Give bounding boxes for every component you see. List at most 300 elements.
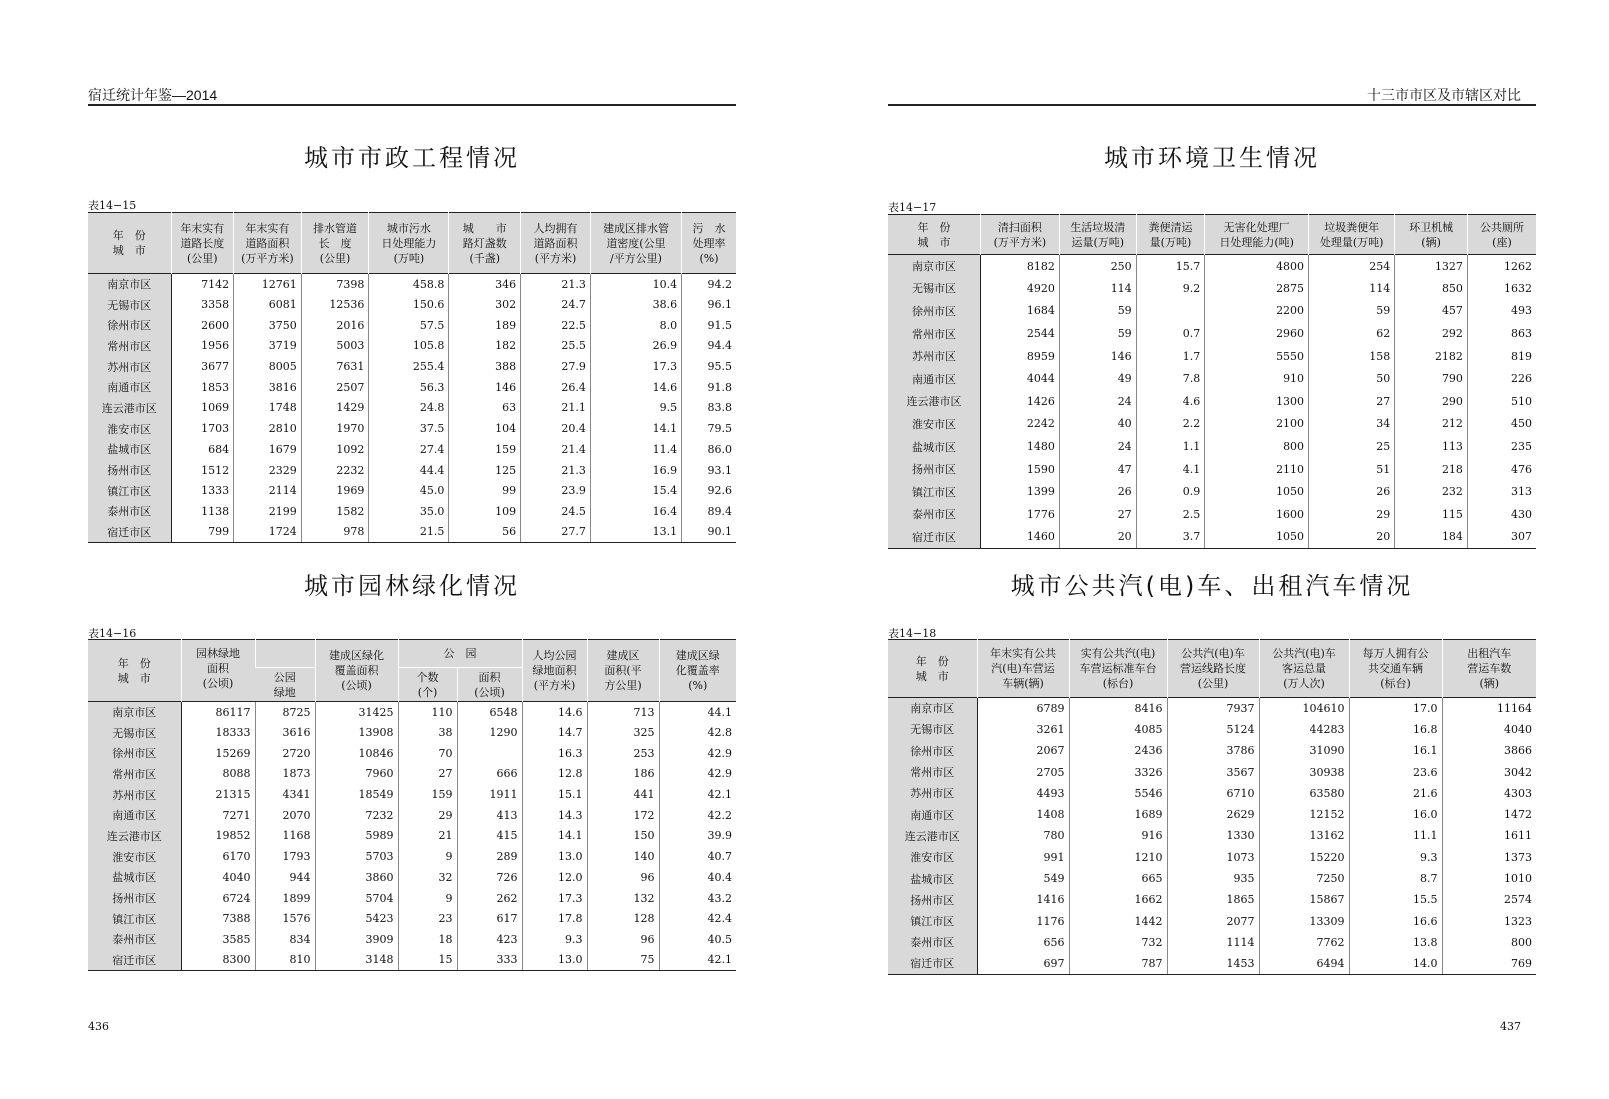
table-cell: 1679 <box>234 439 302 460</box>
table-cell: 226 <box>1467 367 1536 390</box>
table-cell: 9.5 <box>590 398 681 419</box>
header-line: 处理率 <box>692 236 726 250</box>
table-cell: 1873 <box>255 764 315 785</box>
row-label-city: 南通市区 <box>88 805 181 826</box>
row-label-city: 无锡市区 <box>88 294 171 315</box>
table-cell: 146 <box>449 377 521 398</box>
col-header-drain-length <box>301 213 369 274</box>
table-cell: 1010 <box>1442 868 1536 889</box>
table-row <box>888 503 1536 526</box>
table-cell: 800 <box>1442 932 1536 953</box>
table-cell: 15.7 <box>1136 255 1205 278</box>
table-cell: 1426 <box>1026 394 1055 408</box>
row-label-city: 连云港市区 <box>88 398 171 419</box>
header-line: 人均公园 <box>532 649 577 662</box>
table-cell: 96 <box>587 929 659 950</box>
table-row <box>888 910 1536 931</box>
stub-header-city: 城 市 <box>112 244 146 257</box>
table-cell: 4800 <box>1205 255 1309 278</box>
table-cell: 1442 <box>1069 910 1167 931</box>
stub-header <box>888 215 980 255</box>
table-cell: 4493 <box>1036 786 1065 800</box>
table-cell: 1290 <box>457 722 522 743</box>
table-cell: 14.3 <box>522 805 587 826</box>
table-cell: 51 <box>1309 458 1395 481</box>
col-header-park-green <box>255 668 315 702</box>
table-cell: 3719 <box>234 336 302 357</box>
table-cell: 1970 <box>301 418 369 439</box>
table-row <box>88 908 736 929</box>
table-row <box>888 932 1536 953</box>
table-cell: 57.5 <box>369 315 449 336</box>
table-cell: 10.4 <box>590 274 681 295</box>
table-cell: 1576 <box>255 908 315 929</box>
header-line: 建成区绿化 <box>329 649 384 662</box>
row-label-city: 南通市区 <box>888 804 977 825</box>
table-cell: 1333 <box>201 484 230 498</box>
table-cell: 21.3 <box>521 274 591 295</box>
table-cell: 21 <box>398 826 457 847</box>
row-label-city: 扬州市区 <box>88 888 181 909</box>
row-label-city: 镇江市区 <box>888 910 977 931</box>
table-cell: 2070 <box>255 805 315 826</box>
stub-header-city: 城 市 <box>917 235 951 249</box>
table-cell: 17.3 <box>590 356 681 377</box>
table-row <box>88 418 736 439</box>
table-cell: 2067 <box>1036 744 1065 758</box>
table-cell: 1793 <box>255 846 315 867</box>
header-line: 垃圾粪便年 <box>1324 220 1380 234</box>
table-cell: 2875 <box>1205 277 1309 300</box>
table-row <box>888 458 1536 481</box>
table-cell: 1480 <box>1026 440 1055 454</box>
table-row <box>88 764 736 785</box>
table-cell: 39.9 <box>659 826 736 847</box>
table-cell: 1114 <box>1167 932 1259 953</box>
table-cell: 1776 <box>1026 507 1055 521</box>
table-cell: 16.9 <box>590 460 681 481</box>
table-cell: 24.5 <box>521 501 591 522</box>
table-cell: 3358 <box>201 298 230 312</box>
header-line: 客运总量 <box>1282 662 1326 675</box>
col-header-park-group: 公 园 <box>398 640 522 668</box>
col-header-built-area <box>587 640 659 702</box>
header-line: (公里) <box>1197 677 1229 690</box>
row-label-city: 泰州市区 <box>88 501 171 522</box>
table-cell: 20.4 <box>521 418 591 439</box>
table-cell: 1632 <box>1467 277 1536 300</box>
table-cell: 1460 <box>980 526 1059 549</box>
table-cell: 1210 <box>1069 847 1167 868</box>
table-cell: 56.3 <box>369 377 449 398</box>
header-line: 出租汽车 <box>1467 647 1512 660</box>
header-line: 汽(电)车营运 <box>991 662 1055 675</box>
table-cell: 17.0 <box>1349 698 1442 719</box>
table-cell: 13.0 <box>522 950 587 971</box>
table-cell: 415 <box>457 826 522 847</box>
table-cell: 2110 <box>1205 458 1309 481</box>
header-line: 运量(万吨) <box>1071 235 1125 249</box>
table-cell: 16.4 <box>590 501 681 522</box>
table-cell: 2077 <box>1167 910 1259 931</box>
header-line: 面积(平 <box>604 664 642 677</box>
stub-header <box>88 640 181 702</box>
header-line: 面积 <box>207 662 229 675</box>
header-line: 道密度(公里 <box>606 236 666 250</box>
table-cell: 27.7 <box>521 522 591 543</box>
table-cell: 7937 <box>1167 698 1259 719</box>
table-cell: 21.5 <box>369 522 449 543</box>
table-cell: 3326 <box>1069 761 1167 782</box>
table-cell: 40.4 <box>659 867 736 888</box>
table-cell: 158 <box>1309 345 1395 368</box>
row-label-city: 宿迁市区 <box>88 522 171 543</box>
table-cell: 105.8 <box>369 336 449 357</box>
table-cell: 1.7 <box>1136 345 1205 368</box>
table-cell: 146 <box>1059 345 1136 368</box>
table-cell: 42.1 <box>659 950 736 971</box>
header-line: 清扫面积 <box>997 220 1042 234</box>
table-row <box>88 336 736 357</box>
table-cell: 2810 <box>234 418 302 439</box>
table-cell: 5423 <box>315 908 398 929</box>
header-line: (标台) <box>1102 677 1134 690</box>
header-line: 粪便清运 <box>1148 220 1193 234</box>
header-line: 化覆盖率 <box>675 664 720 677</box>
table-cell: 1069 <box>201 401 230 415</box>
table-cell: 15.1 <box>522 784 587 805</box>
col-header-feces-volume <box>1136 215 1205 255</box>
table-cell: 254 <box>1309 255 1395 278</box>
table-cell: 94.2 <box>682 274 736 295</box>
running-head-left: 宿迁统计年鉴—2014 <box>88 87 218 103</box>
table-cell: 2242 <box>1026 417 1055 431</box>
table-cell: 313 <box>1467 480 1536 503</box>
stub-header-city: 城 市 <box>117 671 151 685</box>
row-label-city: 淮安市区 <box>888 847 977 868</box>
table-row <box>88 784 736 805</box>
stub-header-year: 年 份 <box>112 229 146 242</box>
table-cell: 1323 <box>1442 910 1536 931</box>
table-cell: 12.0 <box>522 867 587 888</box>
table-cell: 4303 <box>1442 783 1536 804</box>
table-cell: 863 <box>1467 322 1536 345</box>
header-line: 公园 <box>273 670 296 684</box>
col-header-park-count <box>398 668 457 702</box>
table-row <box>888 761 1536 782</box>
table-cell: 1865 <box>1167 889 1259 910</box>
header-line: 共交通车辆 <box>1368 662 1423 675</box>
table-cell: 128 <box>587 908 659 929</box>
table-code-14-16: 表14−16 <box>88 627 137 640</box>
table-cell: 4040 <box>222 870 251 884</box>
row-label-city: 淮安市区 <box>88 846 181 867</box>
table-cell: 1969 <box>301 480 369 501</box>
table-cell: 991 <box>1043 850 1065 864</box>
table-cell: 6548 <box>457 702 522 723</box>
header-rule-right <box>888 104 1536 106</box>
table-cell: 1408 <box>1036 808 1065 822</box>
table-cell: 1300 <box>1205 390 1309 413</box>
table-row <box>88 480 736 501</box>
table-cell: 787 <box>1069 953 1167 974</box>
table-row <box>888 277 1536 300</box>
table-cell: 125 <box>449 460 521 481</box>
table-cell: 13.8 <box>1349 932 1442 953</box>
table-cell: 5124 <box>1167 719 1259 740</box>
table-cell: 25 <box>1309 435 1395 458</box>
table-cell: 617 <box>457 908 522 929</box>
table-cell: 292 <box>1395 322 1468 345</box>
table-cell: 799 <box>171 522 234 543</box>
table-cell: 666 <box>457 764 522 785</box>
table-cell: 45.0 <box>369 480 449 501</box>
table-row <box>888 322 1536 345</box>
table-cell: 94.4 <box>682 336 736 357</box>
header-line: (标台) <box>1380 677 1411 690</box>
table-cell: 26.9 <box>590 336 681 357</box>
table-cell: 30938 <box>1259 761 1349 782</box>
col-header-coverage-rate <box>659 640 736 702</box>
header-line: 建成区排水管 <box>602 221 669 235</box>
table-cell: 13908 <box>315 722 398 743</box>
row-label-city: 镇江市区 <box>88 908 181 929</box>
header-line: 人均拥有 <box>533 221 578 235</box>
table-cell: 3786 <box>1167 740 1259 761</box>
table-cell: 16.1 <box>1349 740 1442 761</box>
table-cell: 6724 <box>222 891 251 905</box>
stub-header-year: 年 份 <box>117 656 151 670</box>
table-cell: 9.3 <box>522 929 587 950</box>
table-row <box>888 783 1536 804</box>
table-cell: 189 <box>449 315 521 336</box>
table-cell: 31090 <box>1259 740 1349 761</box>
table-cell: 4040 <box>1442 719 1536 740</box>
table-cell: 8725 <box>255 702 315 723</box>
header-line: (辆) <box>1479 677 1500 690</box>
table-row <box>88 439 736 460</box>
table-cell: 1724 <box>234 522 302 543</box>
header-line: (公里) <box>319 251 351 265</box>
table-row <box>88 950 736 971</box>
table-cell: 1050 <box>1205 526 1309 549</box>
table-cell: 1600 <box>1205 503 1309 526</box>
table-cell: 86117 <box>181 702 255 723</box>
table-cell: 307 <box>1467 526 1536 549</box>
table-row <box>88 846 736 867</box>
table-cell: 44283 <box>1259 719 1349 740</box>
table-cell: 333 <box>457 950 522 971</box>
table-cell: 1899 <box>255 888 315 909</box>
header-line: 生活垃圾清 <box>1070 220 1126 234</box>
table-cell: 13.0 <box>522 846 587 867</box>
table-cell: 800 <box>1205 435 1309 458</box>
table-cell: 430 <box>1467 503 1536 526</box>
table-cell: 2016 <box>301 315 369 336</box>
col-header-sewage-capacity <box>369 213 449 274</box>
table-body <box>888 698 1536 975</box>
table-cell: 388 <box>449 356 521 377</box>
table-cell: 104 <box>449 418 521 439</box>
table-cell: 14.6 <box>522 702 587 723</box>
header-line: (公里) <box>187 251 218 265</box>
table-cell: 7.8 <box>1136 367 1205 390</box>
table-cell: 16.8 <box>1349 719 1442 740</box>
header-line: 建成区绿 <box>675 649 720 662</box>
header-line: 日处理能力(吨) <box>1219 235 1294 249</box>
header-line: 公共汽(电)车 <box>1181 647 1245 660</box>
table-cell: 325 <box>587 722 659 743</box>
header-line: 无害化处理厂 <box>1223 220 1290 234</box>
row-label-city: 苏州市区 <box>88 356 171 377</box>
table-cell: 2960 <box>1205 322 1309 345</box>
table-cell: 31425 <box>315 702 398 723</box>
table-row <box>888 825 1536 846</box>
table-cell <box>457 743 522 764</box>
table-cell: 8959 <box>1026 349 1055 363</box>
header-line: 长 度 <box>318 236 352 250</box>
header-line: 方公里) <box>604 679 642 692</box>
table-cell: 2705 <box>1036 765 1065 779</box>
table-row <box>88 294 736 315</box>
table-cell: 13162 <box>1259 825 1349 846</box>
table-cell: 159 <box>449 439 521 460</box>
table-row <box>88 743 736 764</box>
row-label-city: 常州市区 <box>88 336 171 357</box>
table-cell: 110 <box>398 702 457 723</box>
col-header-road-area <box>234 213 302 274</box>
header-rule-left <box>88 104 736 106</box>
table-cell: 43.2 <box>659 888 736 909</box>
table-cell: 1689 <box>1069 804 1167 825</box>
table-cell: 114 <box>1309 277 1395 300</box>
table-cell: 17.3 <box>522 888 587 909</box>
table-cell: 26.4 <box>521 377 591 398</box>
table-cell: 99 <box>449 480 521 501</box>
right-page <box>805 0 1609 1099</box>
row-label-city: 常州市区 <box>88 764 181 785</box>
table-cell: 1399 <box>1026 485 1055 499</box>
header-line: 排水管道 <box>313 221 358 235</box>
table-row <box>888 740 1536 761</box>
row-label-city: 南通市区 <box>888 367 980 390</box>
table-cell: 24.8 <box>369 398 449 419</box>
table-cell: 1582 <box>301 501 369 522</box>
table-cell: 92.6 <box>682 480 736 501</box>
header-line: 日处理能力 <box>381 236 437 250</box>
row-label-city: 盐城市区 <box>88 439 171 460</box>
table-cell <box>1136 300 1205 323</box>
header-line: 道路长度 <box>180 236 225 250</box>
table-cell: 150 <box>587 826 659 847</box>
table-row <box>88 888 736 909</box>
table-cell: 21.3 <box>521 460 591 481</box>
table-cell: 850 <box>1395 277 1468 300</box>
table-cell: 3816 <box>234 377 302 398</box>
table-cell: 90.1 <box>682 522 736 543</box>
table-cell: 4.1 <box>1136 458 1205 481</box>
table-cell: 5703 <box>315 846 398 867</box>
table-cell: 186 <box>587 764 659 785</box>
table-cell: 5550 <box>1205 345 1309 368</box>
table-cell: 150.6 <box>369 294 449 315</box>
table-cell: 159 <box>398 784 457 805</box>
table-cell: 6710 <box>1167 783 1259 804</box>
col-header-road-per-capita <box>521 213 591 274</box>
table-cell: 3042 <box>1442 761 1536 782</box>
row-label-city: 盐城市区 <box>888 435 980 458</box>
table-cell: 1327 <box>1395 255 1468 278</box>
table-bus-taxi <box>888 639 1536 975</box>
table-code-14-18: 表14−18 <box>888 627 937 640</box>
table-cell: 9.2 <box>1136 277 1205 300</box>
row-label-city: 扬州市区 <box>888 458 980 481</box>
table-row <box>888 300 1536 323</box>
table-cell: 4044 <box>1026 372 1055 386</box>
table-cell: 9 <box>398 888 457 909</box>
table-cell: 3866 <box>1442 740 1536 761</box>
table-cell: 1330 <box>1167 825 1259 846</box>
table-cell: 23 <box>398 908 457 929</box>
table-cell: 14.0 <box>1349 953 1442 974</box>
table-cell: 8005 <box>234 356 302 377</box>
table-cell: 23.6 <box>1349 761 1442 782</box>
header-line: 绿地 <box>273 685 296 699</box>
table-cell: 2436 <box>1069 740 1167 761</box>
table-cell: 713 <box>587 702 659 723</box>
table-row <box>888 413 1536 436</box>
table-cell: 810 <box>255 950 315 971</box>
table-row <box>888 480 1536 503</box>
row-label-city: 南京市区 <box>88 274 171 295</box>
table-cell: 24.7 <box>521 294 591 315</box>
header-line: (万人次) <box>1283 677 1325 690</box>
table-cell: 3909 <box>315 929 398 950</box>
table-code-14-15: 表14−15 <box>88 199 137 212</box>
row-label-city: 宿迁市区 <box>888 953 977 974</box>
table-row <box>888 367 1536 390</box>
table-cell: 780 <box>1043 829 1065 843</box>
table-cell: 684 <box>208 442 230 456</box>
table-municipal-engineering <box>88 212 736 543</box>
table-cell: 253 <box>587 743 659 764</box>
header-line: 量(万吨) <box>1149 235 1192 249</box>
table-cell: 834 <box>255 929 315 950</box>
table-cell: 3616 <box>255 722 315 743</box>
table-cell: 16.0 <box>1349 804 1442 825</box>
table-cell: 15.5 <box>1349 889 1442 910</box>
table-cell: 819 <box>1467 345 1536 368</box>
table-cell: 4920 <box>1026 281 1055 295</box>
table-row <box>888 698 1536 719</box>
header-line: 路灯盏数 <box>462 236 507 250</box>
table-cell: 262 <box>457 888 522 909</box>
table-row <box>88 522 736 543</box>
header-line: (千盏) <box>469 251 501 265</box>
table-row <box>888 435 1536 458</box>
table-cell: 5989 <box>315 826 398 847</box>
table-cell: 302 <box>449 294 521 315</box>
col-header-bus-vehicles <box>977 640 1069 698</box>
row-label-city: 宿迁市区 <box>888 526 980 549</box>
header-line: 实有公共汽(电) <box>1080 647 1156 660</box>
header-line: 营运线路长度 <box>1180 662 1246 675</box>
table-cell: 3585 <box>222 932 251 946</box>
table-cell: 63 <box>449 398 521 419</box>
table-cell: 1590 <box>1026 462 1055 476</box>
row-label-city: 南通市区 <box>88 377 171 398</box>
table-cell: 3860 <box>315 867 398 888</box>
